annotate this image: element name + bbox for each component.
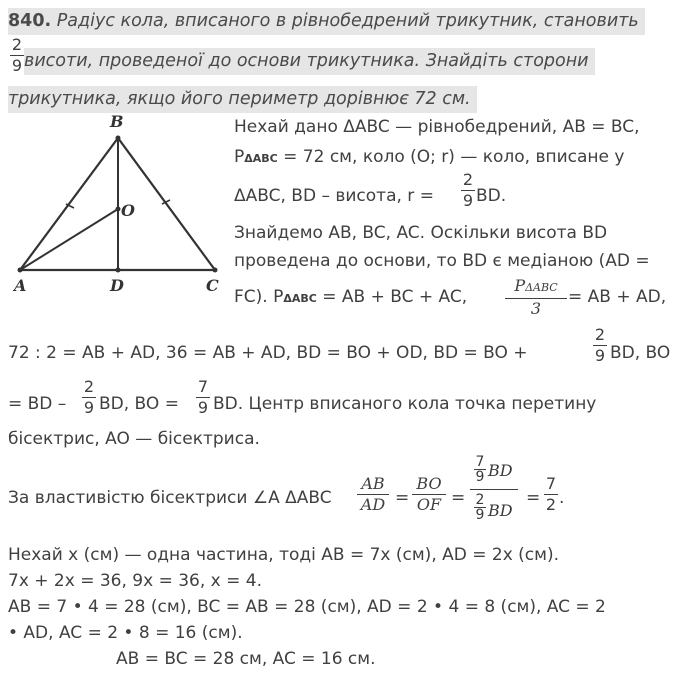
period: . — [559, 488, 565, 508]
solution-line-12: 7x + 2x = 36, 9x = 36, x = 4. — [8, 571, 262, 591]
answer-line: AB = BC = 28 см, AC = 16 см. — [116, 649, 376, 669]
fraction-bo-of: BO OF — [412, 475, 446, 514]
task-line-1 — [8, 8, 645, 35]
solution-line-14: • AD, AC = 2 • 8 = 16 (см). — [8, 623, 243, 643]
task-fraction — [10, 36, 24, 75]
point-label-o: O — [121, 201, 135, 220]
solution-line-7a: 72 : 2 = AB + AD, 36 = AB + AD, BD = BO + OD, BD = BO + — [8, 343, 528, 363]
vertex-label-a: A — [14, 276, 27, 295]
point-label-d: D — [110, 276, 124, 295]
solution-line-2: PΔABC = 72 см, коло (O; r) — коло, вписане у — [234, 147, 625, 167]
fraction-2-9-b: 2 9 — [594, 325, 606, 365]
solution-line-10a: За властивістю бісектриси ∠A ΔABC — [8, 488, 332, 508]
task-text-3: трикутника, якщо його периметр дорівнює 72 см. — [8, 89, 471, 109]
solution-line-8b: BD, BO = — [99, 394, 179, 414]
task-text-1: Радіус кола, вписаного в рівнобедрений трикутник, становить — [51, 11, 639, 31]
solution-line-13: AB = 7 • 4 = 28 (см), BC = AB = 28 (см), AD = 2 • 4 = 8 (см), AC = 2 — [8, 597, 606, 617]
task-line-3 — [8, 86, 477, 113]
complex-fraction: 7 9 BD 2 9 BD — [470, 455, 520, 535]
solution-line-5: проведена до основи, то BD є медіаною (AD = — [234, 251, 650, 271]
solution-line-8a: = BD – — [8, 394, 67, 414]
solution-line-1: Нехай дано ΔABC — рівнобедрений, AB = BC, — [234, 117, 640, 137]
solution-line-6a: FC). PΔABC = AB + BC + AC, — [234, 287, 468, 307]
task-number: 840. — [8, 11, 52, 31]
solution-line-11: Нехай x (см) — одна частина, тоді AB = 7x (см), AD = 2x (см). — [8, 545, 560, 565]
fraction-7-9: 7 9 — [197, 377, 209, 417]
vertex-label-b: B — [110, 112, 124, 131]
equals-1: = — [395, 488, 410, 508]
equals-3: = — [526, 488, 541, 508]
fraction-7-2: 7 2 — [545, 474, 557, 514]
solution-line-7b: BD, BO — [610, 343, 671, 363]
fraction-perimeter-over-3: PΔABC 3 — [505, 277, 567, 318]
task-fraction-denominator: 9 — [11, 56, 23, 75]
equals-2: = — [451, 488, 466, 508]
fraction-ab-ad: AB AD — [357, 475, 389, 514]
task-line-2 — [24, 48, 595, 75]
fraction-2-9-c: 2 9 — [83, 377, 95, 417]
solution-line-3a: ΔABC, BD – висота, r = — [234, 186, 434, 206]
solution-line-8c: BD. Центр вписаного кола точка перетину — [213, 394, 597, 414]
solution-line-6c: = AB + AD, — [568, 287, 667, 307]
task-text-2: висоти, проведеної до основи трикутника. Знайдіть сторони — [24, 51, 589, 71]
fraction-2-9-a: 2 9 — [462, 170, 474, 210]
solution-line-9: бісектрис, AO — бісектриса. — [8, 429, 260, 449]
vertex-label-c: C — [206, 276, 219, 295]
task-fraction-numerator: 2 — [11, 35, 23, 54]
solution-line-3b: BD. — [476, 186, 507, 206]
solution-line-4: Знайдемо AB, BC, AC. Оскільки висота BD — [234, 223, 608, 243]
